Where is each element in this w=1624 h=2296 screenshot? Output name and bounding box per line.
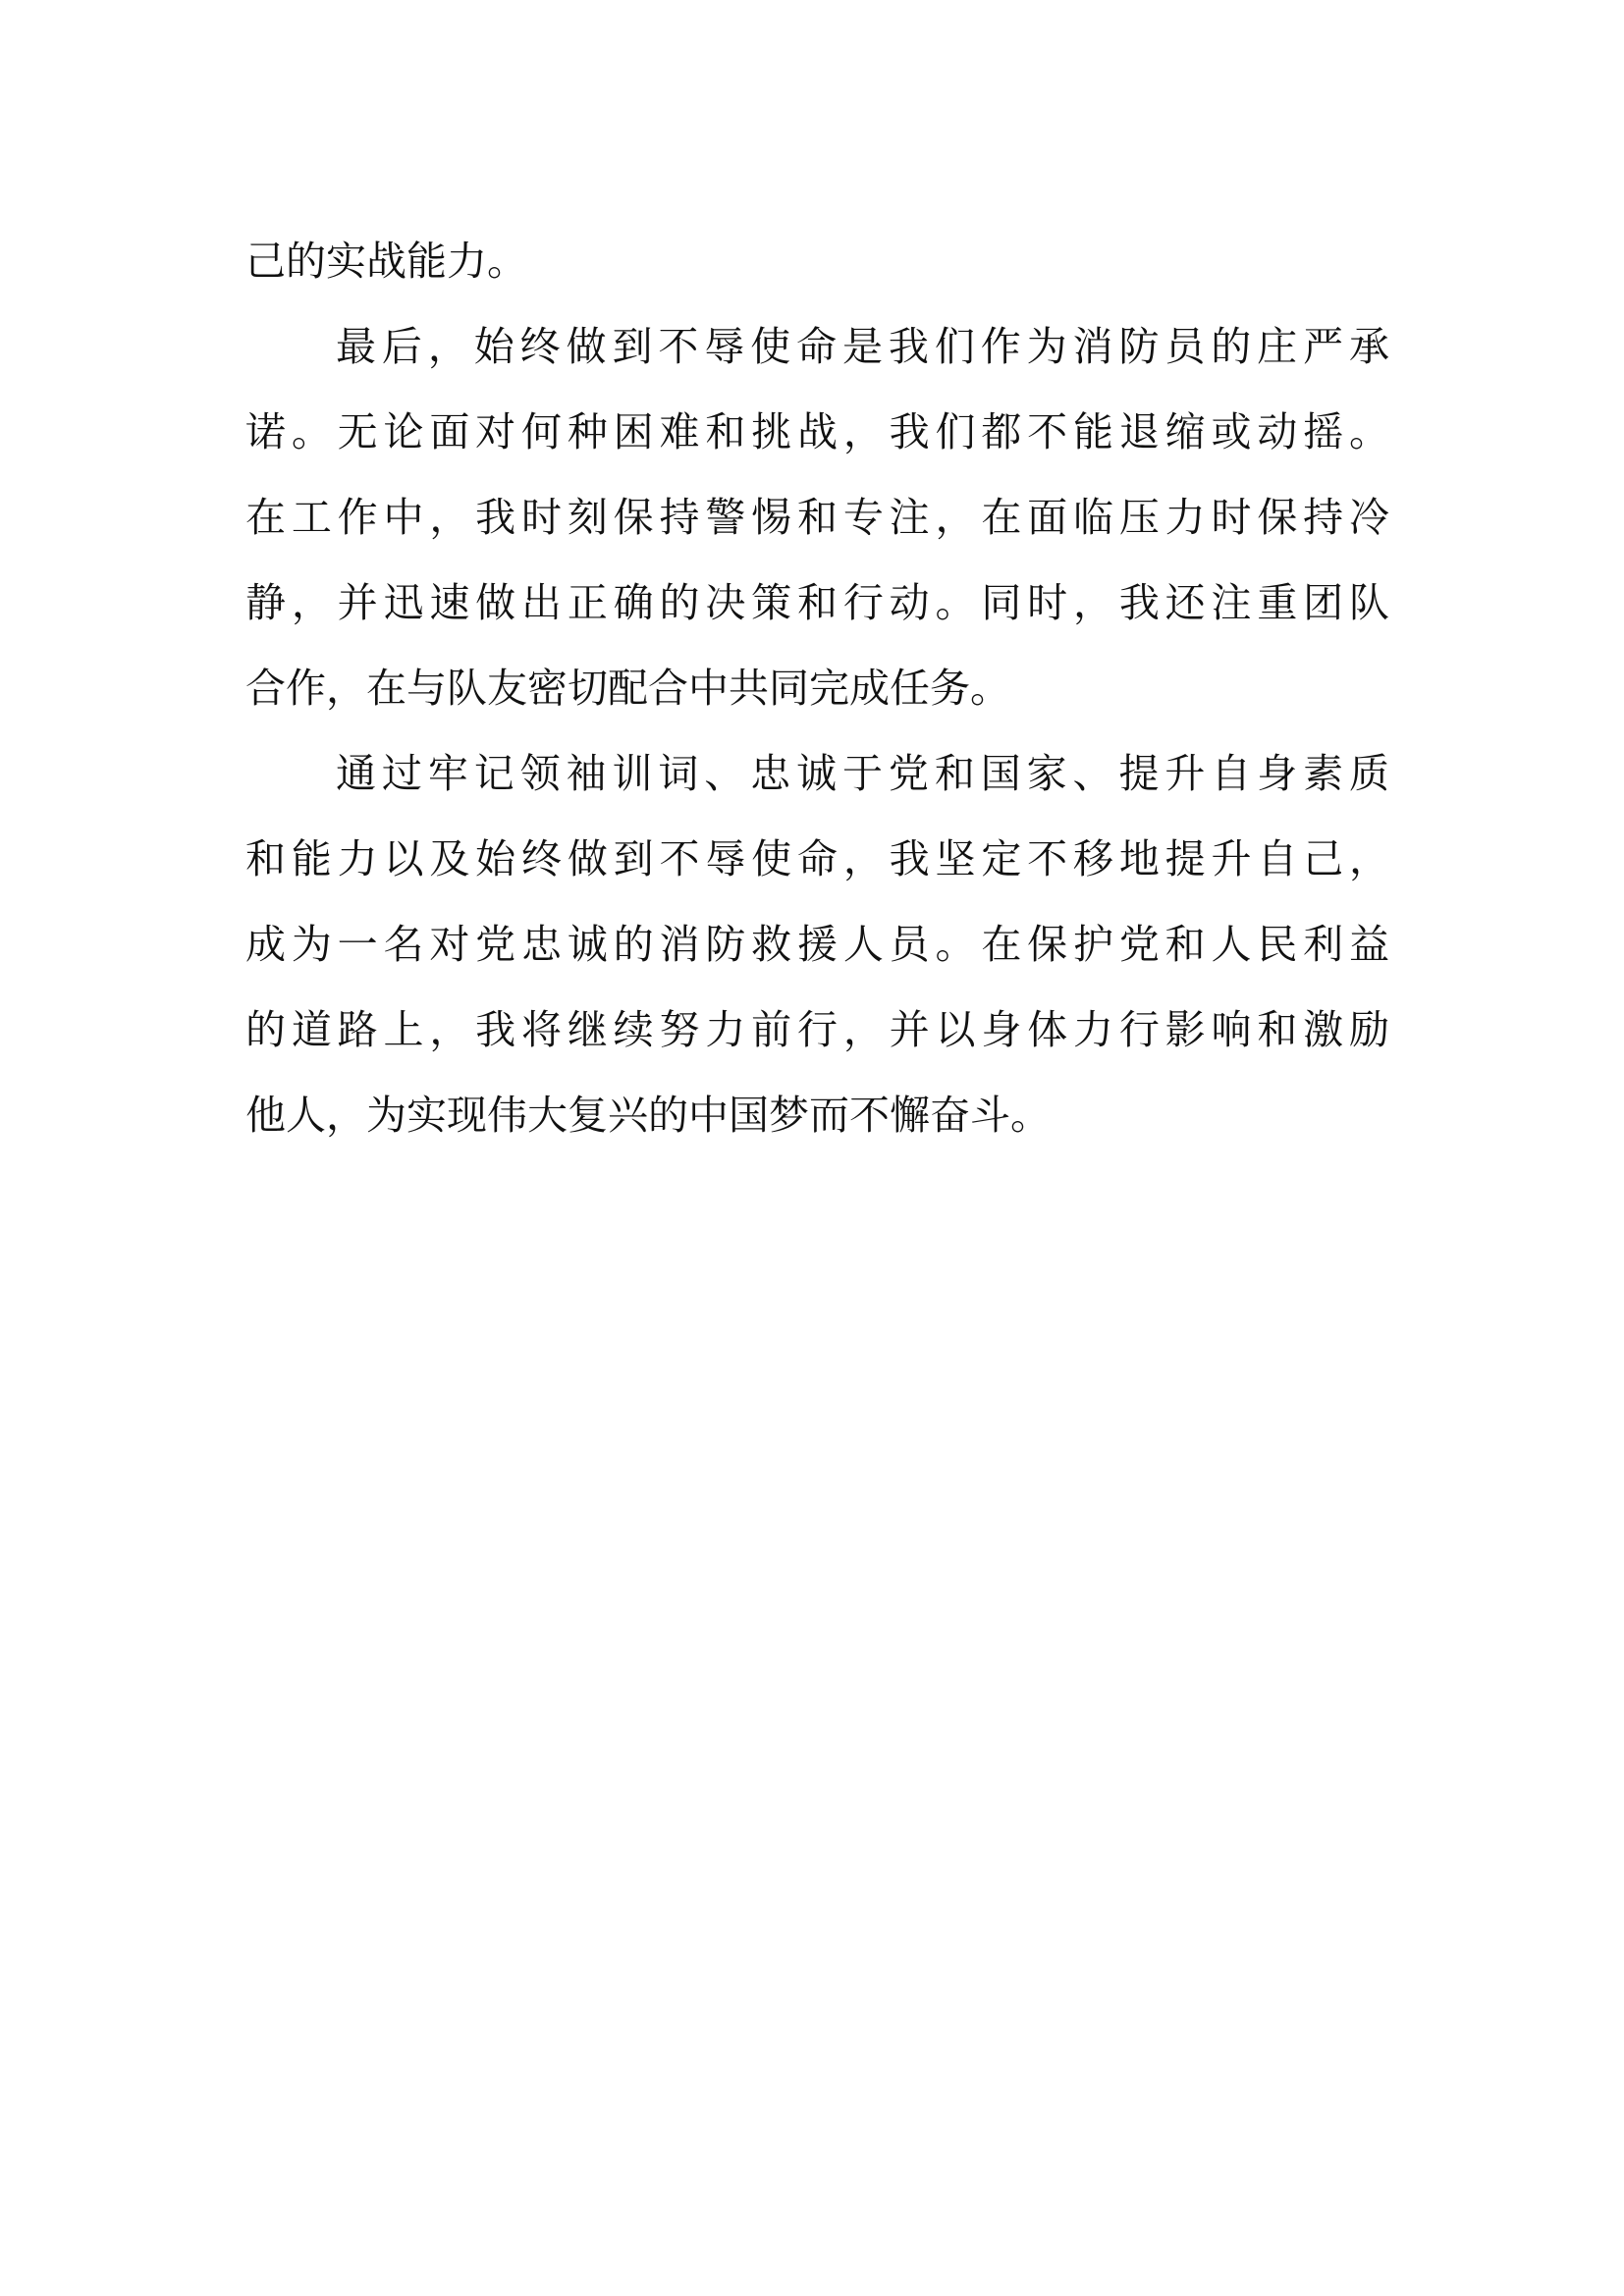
paragraph-line: 通过牢记领袖训词、忠诚于党和国家、提升自身素质 <box>336 750 1389 797</box>
paragraph-line: 和能力以及始终做到不辱使命，我坚定不移地提升自己， <box>245 835 1389 882</box>
paragraph-line: 静，并迅速做出正确的决策和行动。同时，我还注重团队 <box>245 579 1389 626</box>
paragraph-line: 合作，在与队友密切配合中共同完成任务。 <box>245 665 1010 712</box>
document-body <box>245 219 1389 1158</box>
paragraph-line: 他人，为实现伟大复兴的中国梦而不懈奋斗。 <box>245 1092 1051 1139</box>
paragraph-line: 的道路上，我将继续努力前行，并以身体力行影响和激励 <box>245 1006 1389 1053</box>
paragraph-1 <box>245 219 1389 304</box>
paragraph-line: 诺。无论面对何种困难和挑战，我们都不能退缩或动摇。 <box>245 408 1389 455</box>
paragraph-line: 己的实战能力。 <box>245 238 527 285</box>
paragraph-line: 成为一名对党忠诚的消防救援人员。在保护党和人民利益 <box>245 921 1389 968</box>
paragraph-line: 在工作中，我时刻保持警惕和专注，在面临压力时保持冷 <box>245 494 1389 541</box>
paragraph-line: 最后，始终做到不辱使命是我们作为消防员的庄严承 <box>336 323 1389 370</box>
paragraph-3 <box>245 731 1389 1158</box>
paragraph-2 <box>245 304 1389 731</box>
